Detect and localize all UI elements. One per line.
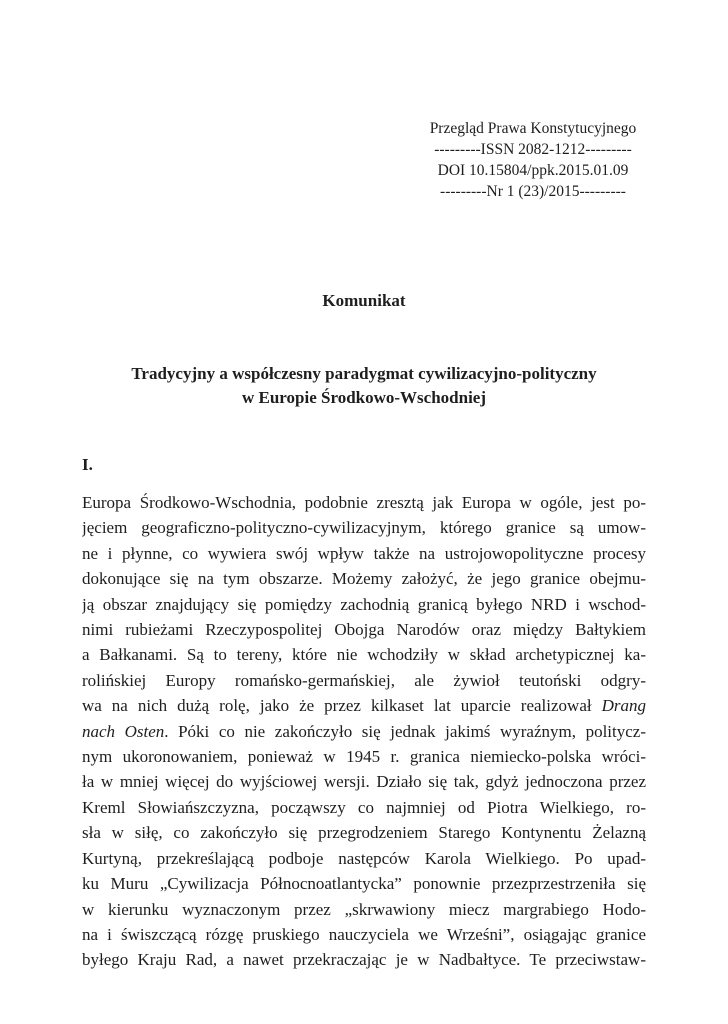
body-line: Kreml Słowiańszczyzna, począwszy co najmniej od Piotra Wielkiego, ro-	[82, 797, 646, 817]
body-line: ją obszar znajdujący się pomiędzy zachodnią granicą byłego NRD i wschod-	[82, 594, 646, 614]
journal-header	[380, 118, 686, 202]
body-line: nym ukoronowaniem, ponieważ w 1945 r. granica niemiecko-polska wróci-	[82, 747, 646, 767]
body-line: Europa Środkowo-Wschodnia, podobnie zresztą jak Europa w ogóle, jest po-	[82, 493, 646, 512]
body-line: na i świszczącą rózgę pruskiego nauczyciela we Wrześni”, osiągając granice	[82, 924, 646, 944]
body-line: ne i płynne, co wywiera swój wpływ także na ustrojowopolityczne procesy	[82, 543, 646, 563]
body-line-with-italic	[82, 693, 646, 718]
section-number: I.	[82, 455, 93, 474]
body-line: byłego Kraju Rad, a nawet przekraczając je w Nadbałtyce. Te przeciwstaw-	[82, 950, 646, 970]
journal-issn: ---------ISSN 2082-1212---------	[434, 141, 632, 158]
body-line: ku Muru „Cywilizacja Północnoatlantycka” ponownie przezprzestrzeniła się	[82, 874, 646, 894]
italic-phrase: Drang	[601, 696, 646, 716]
body-line: jęciem geograficzno-polityczno-cywilizacyjnym, którego granice są umow-	[82, 518, 646, 538]
body-line: sła w siłę, co zakończyło się przegrodzeniem Starego Kontynentu Żelazną	[82, 823, 646, 843]
body-line-with-italic	[82, 719, 646, 744]
journal-issue: ---------Nr 1 (23)/2015---------	[440, 183, 626, 200]
journal-doi: DOI 10.15804/ppk.2015.01.09	[437, 162, 629, 179]
body-line: w kierunku wyznaczonym przez „skrwawiony miecz margrabiego Hodo-	[82, 899, 646, 919]
body-line: a Bałkanami. Są to tereny, które nie wchodziły w skład archetypicznej ka-	[82, 645, 646, 665]
article-title	[0, 362, 728, 410]
journal-name: Przegląd Prawa Konstytucyjnego	[429, 120, 637, 137]
body-line: nimi rubieżami Rzeczypospolitej Obojga Narodów oraz między Bałtykiem	[82, 620, 646, 640]
article-title-line-1: Tradycyjny a współczesny paradygmat cywilizacyjno-polityczny	[131, 364, 597, 383]
body-line-text: wa na nich dużą rolę, jako że przez kilkaset lat uparcie realizował	[82, 696, 592, 716]
body-line: rolińskiej Europy romańsko-germańskiej, ale żywioł teutoński odgry-	[82, 670, 646, 690]
body-line: Kurtyną, przekreślającą podboje następców Karola Wielkiego. Po upad-	[82, 848, 646, 868]
body-line-text: . Póki co nie zakończyło się jednak jakimś wyraźnym, politycz-	[164, 721, 646, 741]
italic-phrase: nach Osten	[82, 721, 165, 741]
body-line: ła w mniej więcej do wyjściowej wersji. Działo się tak, gdyż jednoczona przez	[82, 772, 646, 792]
body-line: dokonujące się na tym obszarze. Możemy założyć, że jego granice obejmu-	[82, 569, 646, 589]
body-paragraph	[82, 490, 646, 973]
article-kind: Komunikat	[322, 291, 406, 310]
article-title-line-2: w Europie Środkowo-Wschodniej	[241, 388, 487, 407]
